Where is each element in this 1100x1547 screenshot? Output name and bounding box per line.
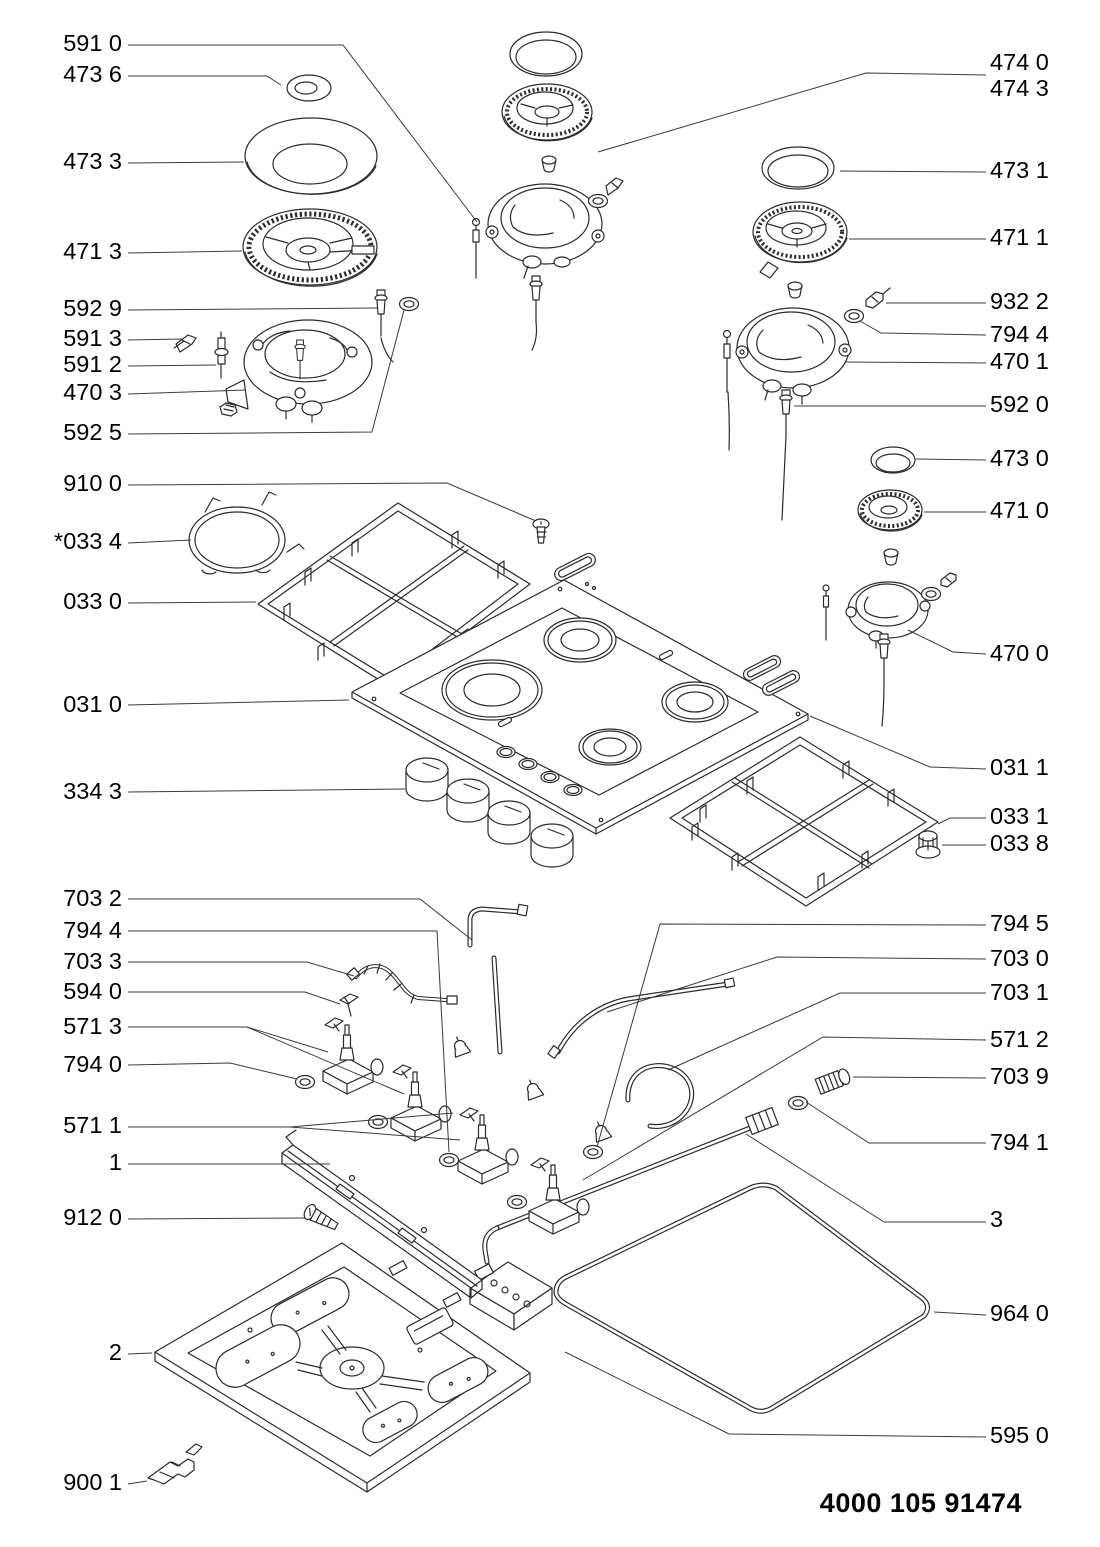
burner-ring-474 [502,84,592,141]
burner-base-center [486,184,604,278]
part-label-5711: 571 1 [63,1112,122,1139]
part-label-7944R: 794 4 [990,321,1049,348]
clip-9322 [866,288,890,308]
part-label-5913: 591 3 [63,325,122,352]
injector-small [884,549,898,565]
leader-line-4701 [846,362,986,363]
part-label-4736: 473 6 [63,61,122,88]
part-label-4740: 474 0 [990,49,1049,76]
part-label-7039: 703 9 [990,1063,1049,1090]
part-label-4710: 471 0 [990,497,1049,524]
spark-generator [470,1262,552,1330]
part-label-7031: 703 1 [990,979,1049,1006]
part-label-a0334: *033 4 [54,528,122,555]
thermocouple-center [473,219,480,279]
spark-plug-small [878,634,890,726]
part-label-4713: 471 3 [63,238,122,265]
spark-plug-5929 [375,290,393,362]
tap-clip-5940 [340,994,358,1016]
burner-ring-4713 [243,209,377,286]
part-label-5712: 571 2 [990,1026,1049,1053]
leader-line-7030 [607,957,986,1012]
leader-line-4736 [128,76,281,85]
leader-line-4740 [598,73,986,152]
leader-line-4731 [840,171,986,172]
part-label-5925: 592 5 [63,419,122,446]
leader-line-9640 [934,1312,986,1315]
part-label-5910: 591 0 [63,30,122,57]
leader-line-4700 [908,630,986,654]
seal-small [922,588,941,601]
burner-cap-474 [510,32,582,76]
part-label-5950: 595 0 [990,1422,1049,1449]
leader-line-9100 [128,483,536,521]
mounting-screw-910 [533,519,549,543]
part-label-9120: 912 0 [63,1204,122,1231]
part-label-n3: 3 [990,1206,1004,1233]
leader-line-0311 [810,716,986,769]
leader-line-5940 [128,992,340,1004]
part-label-9322: 932 2 [990,288,1049,315]
burner-cap-small-4736 [287,75,331,101]
spark-plug-center [530,276,542,350]
leader-line-9120 [128,1218,305,1219]
seal-7944R [845,310,864,323]
part-label-5929: 592 9 [63,295,122,322]
burner-box-gasket-964 [556,1185,928,1411]
part-label-7030: 703 0 [990,945,1049,972]
part-label-0330: 033 0 [63,588,122,615]
part-label-7941: 794 1 [990,1129,1049,1156]
leader-line-a0334 [128,540,191,543]
leader-line-5950 [565,1352,986,1437]
leader-line-n3 [746,1134,986,1222]
part-label-9001: 900 1 [63,1469,122,1496]
part-label-9100: 910 0 [63,470,122,497]
injector-right [788,282,802,298]
oring-7941 [789,1097,808,1110]
clip-5913 [174,335,196,352]
part-label-0331: 033 1 [990,803,1049,830]
part-label-7945: 794 5 [990,910,1049,937]
burner-base-4701 [736,308,851,404]
leader-line-0310 [128,700,349,705]
leader-line-n2 [128,1353,152,1354]
wok-ring [189,492,304,574]
part-label-7944L: 794 4 [63,917,122,944]
part-label-5920: 592 0 [990,391,1049,418]
burner-pipes [470,904,735,1126]
burner-group-left [174,75,419,422]
part-label-0310: 031 0 [63,691,122,718]
part-label-n2: 2 [108,1339,122,1366]
part-label-4743: 474 3 [990,75,1049,102]
leader-line-7039 [853,1077,986,1078]
burner-base-4703 [220,320,372,422]
part-label-7940: 794 0 [63,1051,122,1078]
pipe-clips [449,1034,611,1142]
rubber-foot-0338 [916,831,940,858]
leader-line-7944R [860,321,986,335]
leader-line-5913 [128,339,182,340]
leader-line-4730 [916,459,986,460]
part-label-0311: 031 1 [990,754,1049,781]
thermocouple-4701 [724,331,731,451]
leader-line-5912 [128,365,216,366]
leader-line-0331 [938,818,986,824]
leader-line-5929 [128,308,377,310]
seal-center [589,195,608,208]
part-label-4701: 470 1 [990,348,1049,375]
rail-screw-9120 [302,1203,340,1234]
leader-line-4733 [128,162,244,163]
leader-line-7940 [128,1063,297,1079]
burner-group-right [724,147,891,520]
part-label-4700: 470 0 [990,640,1049,667]
burner-cap-4730 [871,447,915,473]
spark-plug-5920 [780,390,792,520]
part-label-4733: 473 3 [63,148,122,175]
leader-line-7941 [806,1102,986,1143]
pipe-fitting-7039 [815,1067,852,1094]
part-label-4711: 471 1 [990,224,1049,251]
part-label-3343: 334 3 [63,778,122,805]
thermocouple-small [823,585,829,640]
fixing-bracket-9001 [148,1444,202,1484]
part-label-0338: 033 8 [990,830,1049,857]
leader-line-9001 [128,1481,147,1484]
part-label-7032: 703 2 [63,885,122,912]
burner-group-center [473,32,624,350]
part-label-n1: 1 [108,1149,122,1176]
burner-ring-4710 [858,490,922,531]
part-label-5940: 594 0 [63,978,122,1005]
part-label-4731: 473 1 [990,157,1049,184]
leader-line-7032 [128,899,472,940]
leader-line-0330 [128,602,256,603]
clip-center [606,178,623,195]
gas-tap-3 [458,1108,518,1184]
leader-line-4713 [128,251,242,253]
gas-tap-2 [391,1065,451,1141]
part-label-5912: 591 2 [63,351,122,378]
part-label-4730: 473 0 [990,445,1049,472]
burner-ring-4711 [753,202,847,278]
gas-tap-1 [323,1018,383,1094]
burner-cap-large-4733 [245,118,377,194]
injector-center [542,156,556,172]
burner-group-small-right [823,447,956,726]
clip-small [941,573,956,587]
part-label-9640: 964 0 [990,1300,1049,1327]
leader-line-7033 [128,962,354,976]
document-number: 4000 105 91474 [819,1488,1022,1518]
part-label-5713: 571 3 [63,1013,122,1040]
electrode-5912 [215,332,228,378]
leader-line-7031 [668,993,986,1070]
burner-cap-4731 [762,147,834,189]
seal-ring-5925-target [400,298,419,311]
leader-line-3343 [128,789,405,792]
part-label-7033: 703 3 [63,948,122,975]
part-label-4703: 470 3 [63,379,122,406]
